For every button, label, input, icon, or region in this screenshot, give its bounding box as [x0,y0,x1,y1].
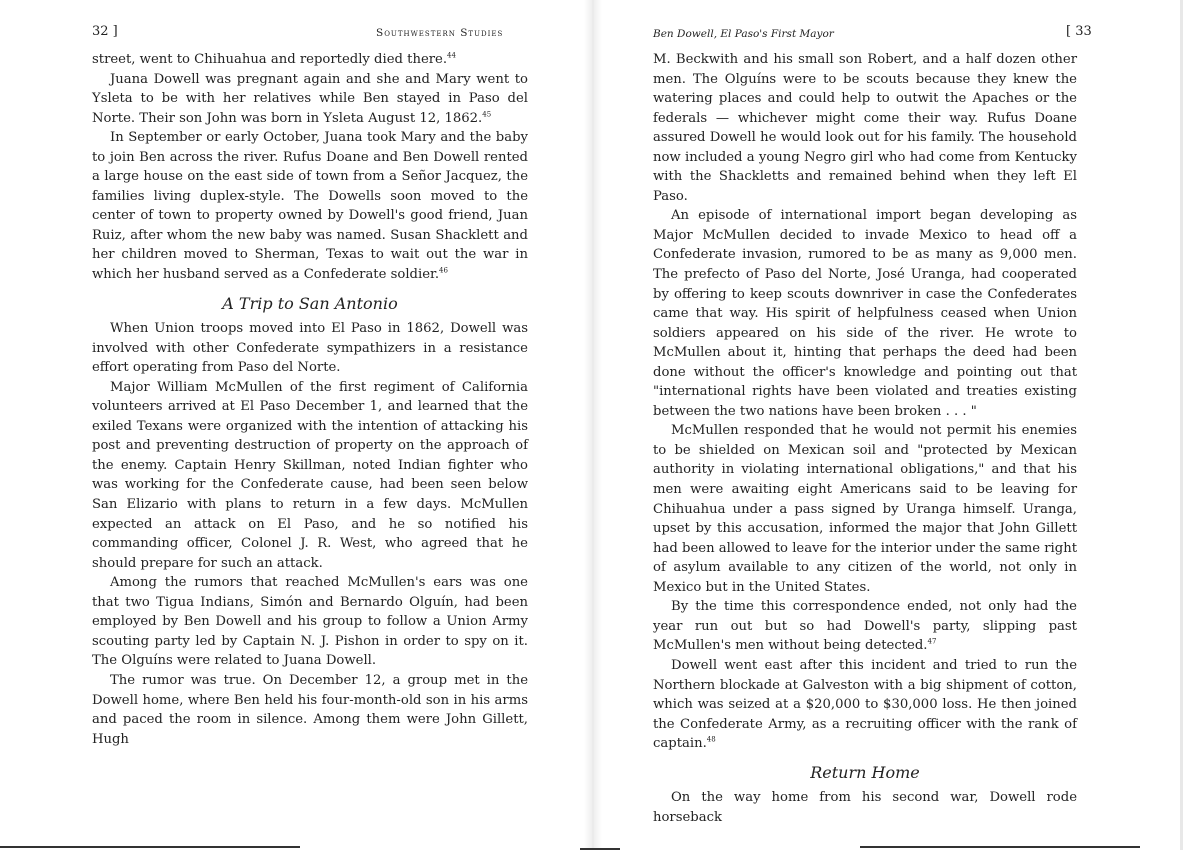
paragraph-group [92,319,528,749]
page-shadow-line [860,846,1140,848]
paragraph-text: Juana Dowell was pregnant again and she and Mary went to Ysleta to be with her relatives while Ben stayed in Paso del Norte. Their son John was born in Ysleta August 12, 1862. [92,71,528,126]
paragraph-text: An episode of international import began developing as Major McMullen decided to invade Mexico to head off a Confederate invasion, rumored to be as many as 9,000 men. The prefecto of Paso del Norte, José Uranga, had cooperated by offering to keep scouts downriver in case the Confederates came that way. His spirit of helpfulness ceased when Union soldiers appeared on his side of the river. He wrote to McMullen about it, hinting that perhaps the deed had been done without the officer's knowledge and pointing out that "international rights have been violated and treaties existing between the two nations have been broken . . . " [653,208,1077,419]
paragraph-text: McMullen responded that he would not permit his enemies to be shielded on Mexican soil and "protected by Mexican authority in violating international obligations," and that his men were awaiting eight Americans said to be leaving for Chihuahua under a pass signed by Uranga himself. Uranga, upset by this accusation, informed the major that John Gillett had been allowed to leave for the interior under the same right of asylum available to any citizen of the world, not only in Mexico but in the United States. [653,423,1077,595]
paragraph-group [653,788,1077,827]
paragraph [653,50,1077,206]
paragraph [92,378,528,573]
paragraph-group [92,50,528,285]
paragraph-text: When Union troops moved into El Paso in 1862, Dowell was involved with other Confederate sympathizers in a resistance effort operating from Paso del Norte. [92,321,528,376]
paragraph [653,788,1077,827]
footnote-ref: 44 [447,51,456,60]
paragraph-text: In September or early October, Juana took Mary and the baby to join Ben across the river. Rufus Doane and Ben Dowell rented a large house on the east side of town from a Señor Jacquez, the families living duplex-style. The Dowells soon moved to the center of town to property owned by Dowell's good friend, Juan Ruiz, after whom the new baby was named. Susan Shacklett and her children moved to Sherman, Texas to wait out the war in which her husband served as a Confederate soldier. [92,130,528,283]
paragraph-text: The rumor was true. On December 12, a group met in the Dowell home, where Ben held his four-month-old son in his arms and paced the room in silence. Among them were John Gillett, Hugh [92,672,528,747]
paragraph [653,656,1077,754]
footnote-ref: 45 [482,110,492,119]
paragraph-group [653,50,1077,754]
paragraph [92,128,528,284]
page-shadow-line [0,846,300,848]
paragraph-text: By the time this correspondence ended, not only had the year run out but so had Dowell's party, slipping past McMullen's men without being detected. [653,599,1077,654]
paragraph-text: street, went to Chihuahua and reportedly died there. [92,52,448,67]
paragraph-text: Dowell went east after this incident and tried to run the Northern blockade at Galveston with a big shipment of cotton, which was seized at a $20,000 to $30,000 loss. He then joined the Confederate Army, as a recruiting officer with the rank of captain. [653,657,1077,752]
paragraph-text: Among the rumors that reached McMullen's ears was one that two Tigua Indians, Simón and Bernardo Olguín, had been employed by Ben Dowell and his group to follow a Union Army scouting party led by Captain N. J. Pishon in order to spy on it. The Olguíns were related to Juana Dowell. [92,575,528,669]
right-page [592,0,1183,850]
footnote-ref: 48 [706,735,716,744]
left-page-body [92,50,528,749]
footnote-ref: 47 [927,638,937,647]
right-page-body [653,50,1077,827]
paragraph [92,319,528,378]
running-title: Southwestern Studies [376,27,504,39]
paragraph-text: On the way home from his second war, Dowell rode horseback [653,790,1077,825]
paragraph [92,573,528,671]
paragraph-text: Major William McMullen of the first regiment of California volunteers arrived at El Paso December 1, and learned that the exiled Texans were organized with the intention of attacking his post and preventing destruction of property on the approach of the enemy. Captain Henry Skillman, noted Indian fighter who was working for the Confederate cause, had been seen below San Elizario with plans to return in a few days. McMullen expected an attack on El Paso, and he so notified his commanding officer, Colonel J. R. West, who agreed that he should prepare for such an attack. [92,379,528,571]
running-title: Ben Dowell, El Paso's First Mayor [653,28,834,40]
paragraph [92,50,528,70]
footnote-ref: 46 [439,266,448,275]
paragraph [653,206,1077,421]
page-number: [ 33 [1066,24,1092,39]
section-heading: Return Home [810,762,920,782]
paragraph [653,421,1077,597]
section-heading: A Trip to San Antonio [222,293,398,313]
paragraph [653,597,1077,656]
page-number: 32 ] [92,24,118,39]
paragraph [92,671,528,749]
paragraph-text: M. Beckwith and his small son Robert, and a half dozen other men. The Olguíns were to be scouts because they knew the watering places and could help to outwit the Apaches or the federals — whichever might come their way. Rufus Doane assured Dowell he would look out for his family. The household now included a young Negro girl who had come from Kentucky with the Shackletts and remained behind when they left El Paso. [653,52,1077,204]
paragraph [92,70,528,129]
